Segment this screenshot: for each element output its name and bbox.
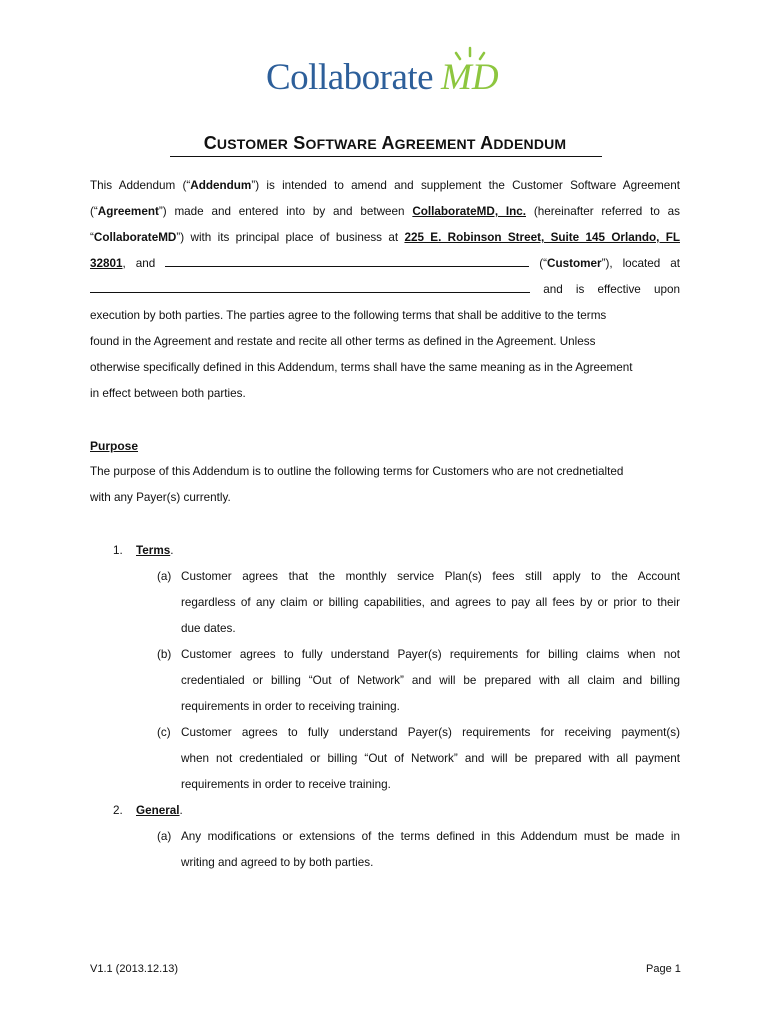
intro-line-9: in effect between both parties. <box>90 387 246 400</box>
list-item-line: requirements in order to receiving training. <box>181 700 400 713</box>
customer-location-blank[interactable] <box>90 279 530 293</box>
title-cap: A <box>381 133 395 153</box>
logo-text-main: Collaborate <box>266 57 434 98</box>
intro-line-1 <box>90 173 680 199</box>
list-item-line: due dates. <box>181 622 236 635</box>
footer-version: V1.1 (2013.12.13) <box>90 963 179 975</box>
term-agreement: Agreement <box>97 205 159 218</box>
list-item-line: credentialed or billing “Out of Network” and will be prepared with all claim and billing <box>181 674 680 687</box>
text: ”) made and entered into by and between <box>158 205 405 218</box>
term-collaboratemd: CollaborateMD <box>93 231 177 244</box>
list-item-line: regardless of any claim or billing capabilities, and agrees to pay all fees by or prior to their <box>181 596 680 609</box>
intro-line-4 <box>90 251 680 277</box>
title-cap: A <box>480 133 494 153</box>
footer-page-number: Page 1 <box>646 963 681 975</box>
text: , and <box>122 257 156 270</box>
text: ”), located at <box>601 257 681 270</box>
list-item-line: Customer agrees to fully understand Payer(s) requirements for billing claims when not <box>181 648 680 661</box>
title-rest: DDENDUM <box>493 136 567 152</box>
intro-line-8: otherwise specifically defined in this Addendum, terms shall have the same meaning as in the Agreement <box>90 361 633 374</box>
term-addendum: Addendum <box>190 179 252 192</box>
text: (hereinafter referred to as <box>533 205 681 218</box>
text: (“ <box>539 257 548 270</box>
title-rest: OFTWARE <box>305 136 377 152</box>
list-item-line: Any modifications or extensions of the terms defined in this Addendum must be made in <box>181 830 680 843</box>
title-cap: S <box>293 133 306 153</box>
section-title: General <box>136 804 180 817</box>
text: “ <box>90 231 94 244</box>
list-item-line: Customer agrees that the monthly service Plan(s) fees still apply to the Account <box>181 570 680 583</box>
purpose-heading: Purpose <box>90 439 139 453</box>
list-item-label: (c) <box>157 726 171 739</box>
list-item-label: (b) <box>157 648 172 661</box>
list-item-line: writing and agreed to by both parties. <box>181 856 374 869</box>
title-underline <box>170 156 602 157</box>
list-item-label: (a) <box>157 830 172 843</box>
intro-line-7: found in the Agreement and restate and recite all other terms as defined in the Agreement. Unless <box>90 335 596 348</box>
text: and is effective upon <box>543 283 680 296</box>
intro-line-6: execution by both parties. The parties agree to the following terms that shall be additive to the terms <box>90 309 607 322</box>
section-heading <box>136 804 183 817</box>
business-address: 225 E. Robinson Street, Suite 145 Orlando, FL <box>404 231 680 244</box>
section-number: 2. <box>113 804 123 817</box>
company-name: CollaborateMD, Inc. <box>412 205 526 218</box>
purpose-line-1: The purpose of this Addendum is to outline the following terms for Customers who are not crednetialted <box>90 465 624 478</box>
title-rest: USTOMER <box>216 136 289 152</box>
list-item-line: Customer agrees to fully understand Payer(s) requirements for receiving payment(s) <box>181 726 680 739</box>
text: ”) is intended to amend and supplement the Customer Software Agreement <box>251 179 680 192</box>
page-title <box>0 133 770 154</box>
collaboratemd-logo <box>266 44 506 102</box>
section-number: 1. <box>113 544 123 557</box>
zip-code: 32801 <box>90 257 123 270</box>
intro-line-5 <box>90 277 680 303</box>
text: This Addendum (“ <box>90 179 191 192</box>
list-item-line: when not credentialed or billing “Out of Network” and will be prepared with all payment <box>181 752 680 765</box>
list-item-label: (a) <box>157 570 172 583</box>
section-heading <box>136 544 173 557</box>
list-item-line: requirements in order to receive training. <box>181 778 391 791</box>
title-rest: GREEMENT <box>394 136 476 152</box>
text: ”) with its principal place of business at <box>176 231 399 244</box>
text: . <box>179 804 183 817</box>
customer-name-blank[interactable] <box>165 253 529 267</box>
text: (“ <box>90 205 98 218</box>
intro-line-2 <box>90 199 680 225</box>
purpose-line-2: with any Payer(s) currently. <box>90 491 231 504</box>
intro-line-3 <box>90 225 680 251</box>
logo-text-accent: MD <box>441 57 499 98</box>
title-cap: C <box>203 133 217 153</box>
text: . <box>170 544 174 557</box>
section-title: Terms <box>136 544 171 557</box>
term-customer: Customer <box>547 257 602 270</box>
